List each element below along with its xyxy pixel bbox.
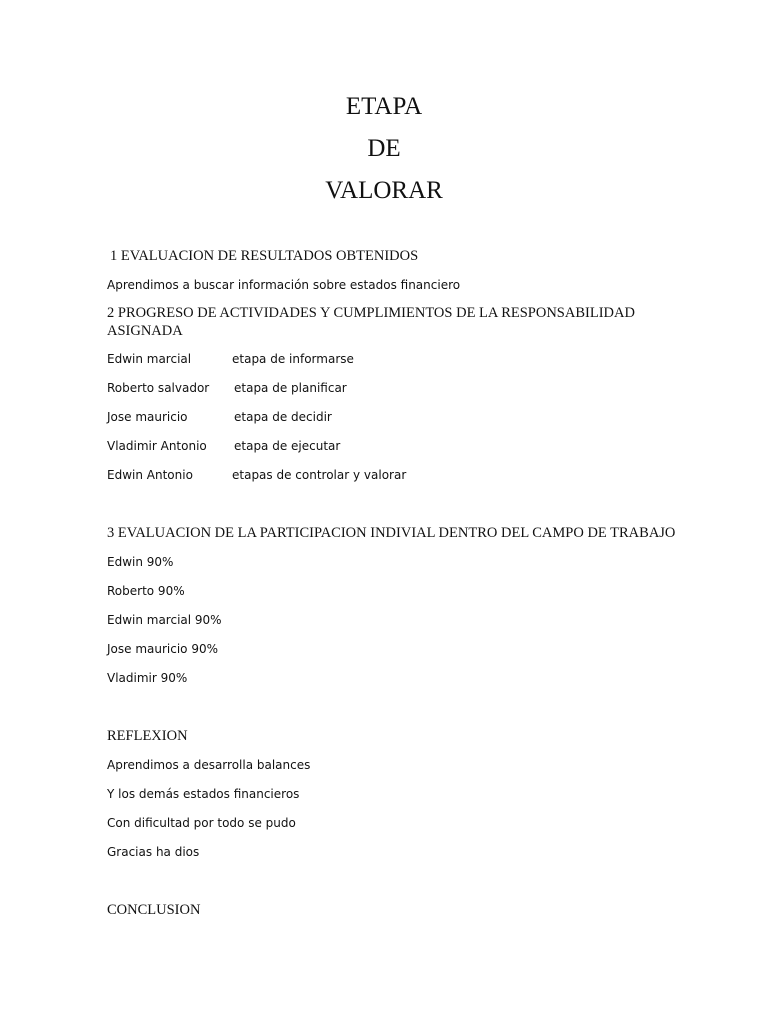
section1-heading: 1 EVALUACION DE RESULTADOS OBTENIDOS: [110, 248, 419, 264]
assignment-stage: etapa de decidir: [234, 410, 332, 424]
section2-heading: 2 PROGRESO DE ACTIVIDADES Y CUMPLIMIENTOS DE LA RESPONSABILIDAD ASIGNADA: [107, 305, 635, 339]
assignment-stage: etapa de informarse: [232, 352, 354, 366]
reflexion-line: Aprendimos a desarrolla balances: [107, 758, 311, 772]
assignment-stage: etapa de planificar: [234, 381, 347, 395]
assignment-name: Roberto salvador: [107, 381, 210, 395]
participation-item: Edwin marcial 90%: [107, 613, 222, 627]
title-line-2: DE: [367, 135, 401, 162]
section3-heading: 3 EVALUACION DE LA PARTICIPACION INDIVIAL DENTRO DEL CAMPO DE TRABAJO: [107, 525, 676, 541]
section1-text: Aprendimos a buscar información sobre estados financiero: [107, 278, 461, 292]
assignment-name: Edwin marcial: [107, 352, 192, 366]
participation-item: Jose mauricio 90%: [107, 642, 219, 656]
participation-item: Roberto 90%: [107, 584, 185, 598]
reflexion-heading: REFLEXION: [107, 728, 188, 744]
conclusion-heading: CONCLUSION: [107, 902, 201, 918]
assignment-stage: etapa de ejecutar: [234, 439, 341, 453]
participation-item: Edwin 90%: [107, 555, 174, 569]
assignment-stage: etapas de controlar y valorar: [232, 468, 407, 482]
reflexion-line: Gracias ha dios: [107, 845, 200, 859]
assignment-name: Jose mauricio: [107, 410, 188, 424]
assignment-name: Vladimir Antonio: [107, 439, 207, 453]
reflexion-line: Y los demás estados financieros: [107, 787, 300, 801]
title-line-3: VALORAR: [325, 177, 443, 204]
title-line-1: ETAPA: [345, 93, 423, 120]
assignment-name: Edwin Antonio: [107, 468, 193, 482]
participation-item: Vladimir 90%: [107, 671, 188, 685]
reflexion-line: Con dificultad por todo se pudo: [107, 816, 296, 830]
